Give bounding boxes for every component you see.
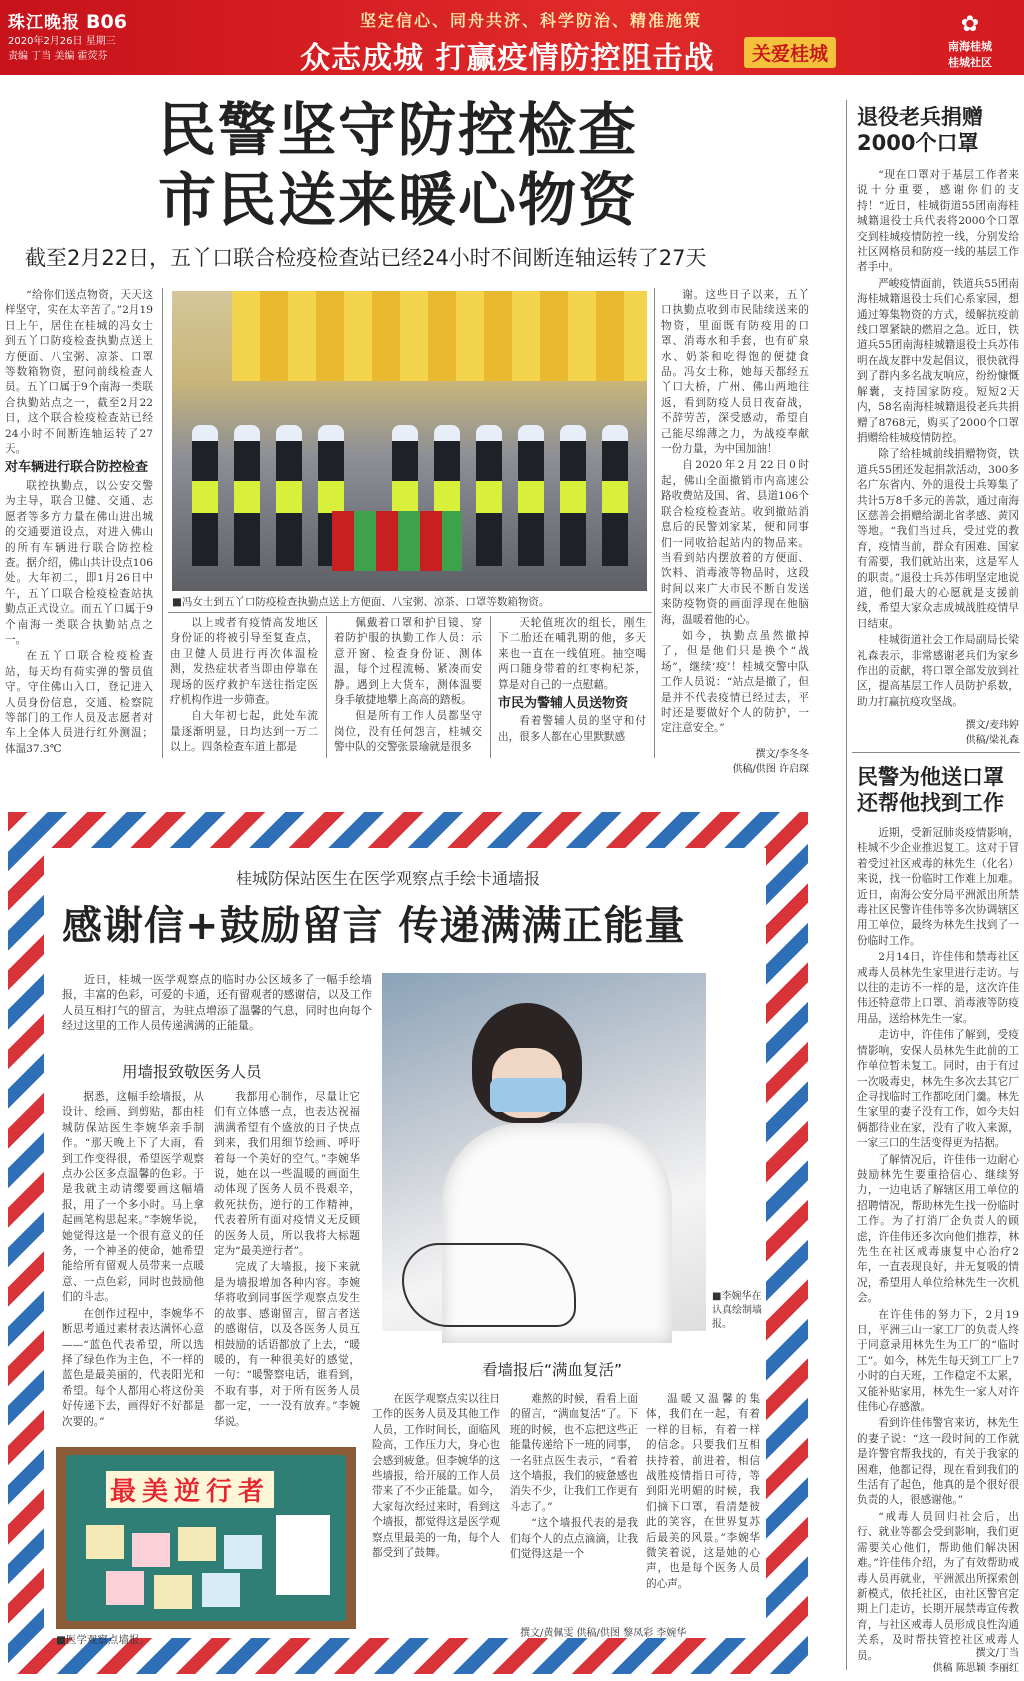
officer-figure — [602, 425, 628, 566]
article2-column-1 — [62, 1090, 204, 1440]
paragraph: 除了给桂城前线捐赠物资，铁道兵55团还发起捐款活动，300多名广东省内、外的退役士兵筹集了共计5万8千多元的善款，通过南海区慈善会捐赠给湖北省孝感、黄冈等地。“我们当过兵，受过党的教育，疫情当前，群众有困难、国家有需要，我们就站出来，这是军人的职责。”退役士兵苏伟明坚定地说道，他们最大的心愿就是支援前线，希望大家众志成城战胜疫情早日结束。 — [857, 448, 1019, 630]
page-number: B06 — [86, 11, 127, 33]
officer-figure — [518, 425, 544, 566]
byline-author: 撰文/丁当 — [975, 1648, 1019, 1659]
aside1-title-line2: 2000个口罩 — [857, 131, 979, 155]
paragraph: 在医学观察点实以往日工作的医务人员及其他工作人员，工作时间长，面临风险高，工作压力大，身心也会感到疲惫。但李婉华的这些墙报，给开展的工作人员带来了不少正能量。如今，大家每次经过来时，看到这个墙报，都觉得这是医学观察点里最美的一角，每个人都受到了鼓舞。 — [372, 1393, 500, 1560]
banner-main-slogan: 众志成城 打赢疫情防控阻击战 — [300, 41, 715, 76]
officer-figure — [192, 425, 218, 566]
sticky-note — [202, 1573, 240, 1607]
wall-board — [66, 1455, 346, 1621]
paragraph: 谢。这些日子以来，五丫口执勤点收到市民陆续送来的物资，里面既有防疫用的口罩、消毒水和手套，也有矿泉水、奶茶和吃得饱的便捷食品。冯女士称，她每天都经五丫口大桥，广州、佛山两地往返，看到防疫人员日夜奋战，不辞劳苦，深受感动，希望自己能尽绵薄之力，为战疫奉献一份力量，为中国加油！ — [661, 289, 809, 456]
checkpoint-photo — [172, 291, 647, 591]
byline-credit: 供稿 陈思颖 李丽红 — [932, 1663, 1019, 1674]
editors-line: 责编 丁当 美编 霍荧芬 — [8, 51, 108, 62]
officer-figure — [560, 425, 586, 566]
paragraph: 看到许佳伟警官来访，林先生的妻子说：“这一段时间的工作就是许警官帮我找的，有关于我家的困难，他都记得，现在看到我们的生活有了起色，他真的是个很好很负责的人，很感谢他。” — [857, 1417, 1019, 1507]
aside2-title-line1: 民警为他送口罩 — [857, 765, 1004, 789]
banner-slogan: 坚定信心、同舟共济、科学防治、精准施策 — [360, 11, 703, 30]
paper-name: 珠江晚报 — [8, 13, 80, 33]
paragraph: 但是所有工作人员都坚守岗位，没有任何怨言，桂城交警中队的交警张景瑜就是很多 — [334, 710, 482, 754]
column-divider — [490, 616, 491, 758]
photo-caption: ■冯女士到五丫口防疫检查执勤点送上方便面、八宝粥、凉茶、口罩等数箱物资。 — [172, 596, 550, 608]
wall-board-photo — [56, 1447, 356, 1629]
article1-column-5 — [661, 288, 809, 744]
paragraph: 以上或者有疫情高发地区身份证的将被引导至复查点，由卫健人员进行再次体温检测，发热症状者当即由停靠在现场的医疗救护车送往指定医疗机构作进一步筛查。 — [170, 617, 318, 707]
article1-column-4 — [498, 616, 646, 760]
banner-tag: 关爱桂城 — [744, 37, 836, 68]
article1-column-3 — [334, 616, 482, 760]
sticky-note — [154, 1575, 192, 1609]
date-line: 2020年2月26日 星期三 — [8, 36, 116, 47]
paragraph: 桂城街道社会工作局副局长梁礼森表示，非常感谢老兵们为家乡作出的贡献，将口罩全部发放到社区，提高基层工作人员防护系数，助力打赢抗疫攻坚战。 — [857, 634, 1019, 708]
paragraph: 如今，执勤点虽然撤掉了，但是他们只是换个“战场”，继续‘疫’！桂城交警中队工作人员说：“站点是撤了，但是并不代表疫情已经过去，平时还是要做好个人的防护，一定注意安全。” — [661, 629, 809, 735]
paragraph: 自大年初七起，此处车流量逐渐明显，日均达到一万二以上。四条检查车道上都是 — [170, 710, 318, 754]
officer-figure — [276, 425, 302, 566]
section-heading: 市民为警辅人员送物资 — [498, 696, 629, 712]
people-logo-icon: ✿ — [960, 12, 980, 37]
cartoon-sketch — [402, 1243, 576, 1327]
byline-author: 撰文/李冬冬 — [755, 749, 809, 760]
paragraph: 天轮值班次的组长，刚生下二胎还在哺乳期的他，多天来也一直在一线值班。抽空喝两口随身带着的红枣枸杞茶，算是对自己的一点慰藉。 — [498, 617, 646, 691]
aside1-title — [857, 104, 983, 156]
article1-column-2 — [170, 616, 318, 760]
section-heading: 看墙报后“满血复活” — [482, 1361, 623, 1379]
aside-divider — [852, 752, 1020, 753]
paragraph: “现在口罩对于基层工作者来说十分重要，感谢你们的支持！”近日，桂城街道55团南海桂城籍退役士兵代表将2000个口罩交到桂城疫情防控一线，分别发给社区网格员和防疫一线的基层工作者手中。 — [857, 169, 1019, 274]
officer-figure — [234, 425, 260, 566]
paragraph: 联控执勤点，以公安交警为主导，联合卫健、交通、志愿者等多方力量在佛山进出城的交通要道设点，对进入佛山的所有车辆进行联合防控检查。据介绍，佛山共计设点106处。大年初二，即1月26日中午，五丫口联合检疫检查站执勤点正式设立。而五丫口属于9个南海一类联合执勤站点之一。 — [5, 479, 153, 646]
aside2-title — [857, 764, 1004, 816]
paragraph: 完成了大墙报，接下来就是为墙报增加各种内容。李婉华将收到同事医学观察点发生的故事、感谢留言，留言者送的感谢信，以及各医务人员互相鼓励的话语都放了上去，“暖暖的，有一种很美好的感觉，一句：“暖警察电话，谁看到，不取有事，对于所有医务人员都一定，一一没有放弃。”李婉华说。 — [214, 1261, 360, 1428]
page-banner — [0, 0, 1024, 75]
paragraph: 在许佳伟的努力下，2月19日，平洲三山一家工厂的负责人终于同意录用林先生为工厂的“临时工”。如今，林先生每天到工厂上7小时的白天班，工作稳定不太累，又能补贴家用，林先生一家人对许佳伟心存感激。 — [857, 1308, 1019, 1414]
section-heading: 对车辆进行联合防控检查 — [5, 460, 149, 476]
column-divider — [326, 616, 327, 758]
photo2-caption: ■李婉华在认真绘制墙报。 — [712, 1291, 762, 1330]
paragraph: 我都用心制作，尽量让它们有立体感一点，也表达祝福满满希望有个盛放的日子快点到来，我们用细节绘画、呼吁着每一个美好的空气。”李婉华说，她在以一些温暖的画面生动体现了医务人员不畏艰辛，救死扶伤，逆行的工作精神，代表着所有面对疫情义无反顾的医务人员，所以我将大标题定为“最美逆行者”。 — [214, 1091, 360, 1258]
sticky-note — [178, 1527, 216, 1561]
article2-intro — [62, 972, 372, 1064]
paragraph: 2月14日，许佳伟和禁毒社区戒毒人员林先生家里进行走访。与以往的走访不一样的是，这次许佳伟还特意带上口罩、消毒液等防疫用品，送给林先生一家。 — [857, 951, 1019, 1025]
paragraph: 近日，桂城一医学观察点的临时办公区域多了一幅手绘墙报，丰富的色彩，可爱的卡通，还有留观者的感谢信，以及工作人员互相打气的留言，为驻点增添了温馨的气息，同时也向每个经过这里的工作人员传递满满的正能量。 — [62, 973, 372, 1033]
sticky-note — [86, 1525, 124, 1559]
sidebar-divider — [846, 100, 847, 1670]
paragraph: 了解情况后，许佳伟一边耐心鼓励林先生要重拾信心、继续努力，一边电话了解辖区用工单位的招聘情况，帮助林先生找一份临时工作。为了打消厂企负责人的顾虑，许佳伟还多次向他们推荐，林先生在社区戒毒康复中心治疗2年，一直表现良好，并无复吸的情况，希望用人单位给林先生一次机会。 — [857, 1153, 1019, 1305]
headline-line1: 民警坚守防控检查 — [158, 96, 639, 164]
corner-logo — [930, 12, 1010, 69]
article2-column-5 — [646, 1392, 760, 1612]
paragraph: 在五丫口联合检疫检查站，每天均有荷实弹的警员值守。守住佛山入口，登记进入人员身份信息，交通、检察院等部门的工作人员及志愿者对车上全体人员进行红外测温；体温37.3℃ — [5, 650, 153, 755]
headline — [158, 95, 638, 235]
aside1-body — [857, 168, 1019, 716]
sticky-note — [224, 1535, 262, 1569]
article2-column-3 — [372, 1392, 500, 1612]
paragraph: 在创作过程中，李婉华不断思考通过素材表达满怀心意——“蓝色代表希望，所以选择了绿色作为主色，不一样的蓝色是最美丽的，代表阳光和希望。每个人都用心将这份美好传递下去，画得好不好都是次要的。” — [62, 1307, 204, 1428]
paragraph: “戒毒人员回归社会后，出行、就业等都会受到影响，我们更需要关心他们，帮助他们解决困难。”许佳伟介绍，为了有效帮助戒毒人员再就业，平洲派出所探索创新模式，依托社区，由社区警官定期上门走访，长期开展禁毒宣传教育，与社区戒毒人员形成良性沟通关系，及时帮扶管控社区戒毒人员。 — [857, 1510, 1019, 1662]
article2-byline: 撰文/黄佩雯 供稿/供图 黎凤彩 李婉华 — [520, 1628, 687, 1639]
headline-line2: 市民送来暖心物资 — [158, 166, 639, 234]
byline-author: 撰文/麦玮婷 — [965, 720, 1019, 731]
photo3-caption: ■医学观察点墙报。 — [56, 1634, 150, 1646]
paragraph: 佩戴着口罩和护目镜、穿着防护服的执勤工作人员：示意开窗、检查身份证、测体温，每个过程流畅、紧凑而安静。遇到上大货车，测体温要身手敏捷地攀上高高的踏板。 — [334, 617, 482, 707]
paragraph: 难熬的时候，看看上面的留言，“满血复活”了。下班的时候，也不忘把这些正能量传递给下一班的同事，一名驻点医生表示，“看着这个墙报，我们的疲惫感也消失不少，让我们工作更有斗志了。” — [510, 1393, 638, 1513]
byline-credit: 供稿/梁礼森 — [965, 735, 1019, 746]
aside2-byline — [857, 1644, 1019, 1674]
paragraph: 走访中，许佳伟了解到，受疫情影响，安保人员林先生此前的工作单位暂未复工。同时，由于有过一次吸毒史，林先生多次去其它厂企寻找临时工作都吃闭门羹。林先生家里的妻子没有工作，如今夫妇俩都待业在家，没有了收入来源，一家三口的生活变得更为拮据。 — [857, 1029, 1019, 1150]
paragraph: “给你们送点物资，天天这样坚守，实在太辛苦了。”2月19日上午，居住在桂城的冯女士到五丫口防疫检查执勤点送上方便面、八宝粥、凉茶、口罩等数箱物资，慰问前线检查人员。五丫口属于9个南海一类联合执勤站点之一，截至2月22日，这个联合检疫检查站已经24小时不间断连轴运转了27天。 — [5, 289, 153, 456]
paragraph: 据悉，这幅手绘墙报，从设计、绘画、到剪贴，都由桂城防保站医生李婉华亲手制作。“那天晚上下了大雨，看到工作变得很，希望医学观察点办公区多点温馨的色彩。于是我就主动请缨要画这幅墙报，用了一个多小时。马上拿起画笔构思起来。”李婉华说，她觉得这是一个很有意义的任务，一个神圣的使命，她希望能给所有留观人员带来一点暖意、一点色彩，同时也鼓励他们的斗志。 — [62, 1091, 204, 1304]
paragraph: “这个墙报代表的是我们每个人的点点滴滴，让我们觉得这是一个 — [510, 1517, 638, 1561]
article2-headline: 感谢信+鼓励留言 传递满满正能量 — [62, 903, 686, 949]
aside1-byline — [857, 716, 1019, 746]
column-divider — [654, 288, 655, 758]
supply-boxes — [332, 511, 462, 571]
doctor-drawing-photo — [382, 973, 706, 1331]
paragraph: 自2020年2月22日0时起，佛山全面撤销市内高速公路收费站及国、省、县道106个联合检疫检查站。收到撤站消息后的民警刘家某，便和同事们一同收拾起站内的物品来。当看到站内摆放着的方便面、饮料、消毒液等物品时，这段时间以来广大市民不断自发送来防疫物资的画面浮现在他脑海，温暖着他的心。 — [661, 459, 809, 626]
paragraph: 严峻疫情面前，铁道兵55团南海桂城籍退役士兵们心系家园，想通过筹集物资的方式，缓解抗疫前线口罩紧缺的燃眉之急。近日，铁道兵55团南海桂城籍退役士兵苏伟明在战友群中发起倡议，很快就得到了群内多名战友响应，纷纷慷慨解囊，支持国家防疫。短短2天内，58名南海桂城籍退役老兵共捐赠了8768元，购买了2000个口罩捐赠给桂城疫情防控。 — [857, 277, 1019, 444]
corner-org: 南海桂城 — [948, 40, 992, 53]
paragraph: 看着警辅人员的坚守和付出，很多人都在心里默默感 — [498, 715, 646, 743]
subheadline: 截至2月22日，五丫口联合检疫检查站已经24小时不间断连轴运转了27天 — [25, 246, 707, 270]
paragraph: 温暖又温馨的集体，我们在一起，有着一样的目标，有着一样的信念。只要我们互相扶持着，前进着，相信战胜疫情指日可待，等到阳光明媚的时候，我们摘下口罩，看清楚彼此的笑容，在世界复苏后最美的风景。”李婉华微笑着说，这是她的心声，也是每个医务人员的心声。 — [646, 1393, 760, 1590]
article1-byline — [661, 745, 809, 775]
article2-column-2 — [214, 1090, 360, 1440]
tent-canopy — [232, 291, 647, 381]
aside2-title-line2: 还帮他找到工作 — [857, 791, 1004, 815]
sticky-note — [132, 1533, 170, 1567]
column-divider — [162, 288, 163, 758]
cartoon-doctor — [276, 1515, 330, 1595]
sticky-note — [106, 1571, 144, 1605]
face-mask — [490, 1078, 566, 1112]
article1-column-1 — [5, 288, 153, 760]
paragraph: 近期，受新冠肺炎疫情影响，桂城不少企业推迟复工。这对于冒着受过社区戒毒的林先生（化名）来说，找一份临时工作难上加难。近日，南海公安分局平洲派出所禁毒社区民警许佳伟等多次协调辖区用工单位，最终为林先生找到了一份临时工作。 — [857, 827, 1019, 947]
byline-photo: 供稿/供图 许启琛 — [732, 764, 809, 775]
caption-rule — [168, 612, 652, 613]
board-title: 最美逆行者 — [106, 1471, 274, 1508]
article2-column-4 — [510, 1392, 638, 1612]
corner-sub: 桂城社区 — [948, 56, 992, 69]
aside1-title-line1: 退役老兵捐赠 — [857, 105, 983, 129]
section-heading: 用墙报致敬医务人员 — [122, 1063, 262, 1081]
masthead — [8, 8, 178, 66]
officer-figure — [476, 425, 502, 566]
article2-kicker: 桂城防保站医生在医学观察点手绘卡通墙报 — [236, 869, 541, 888]
